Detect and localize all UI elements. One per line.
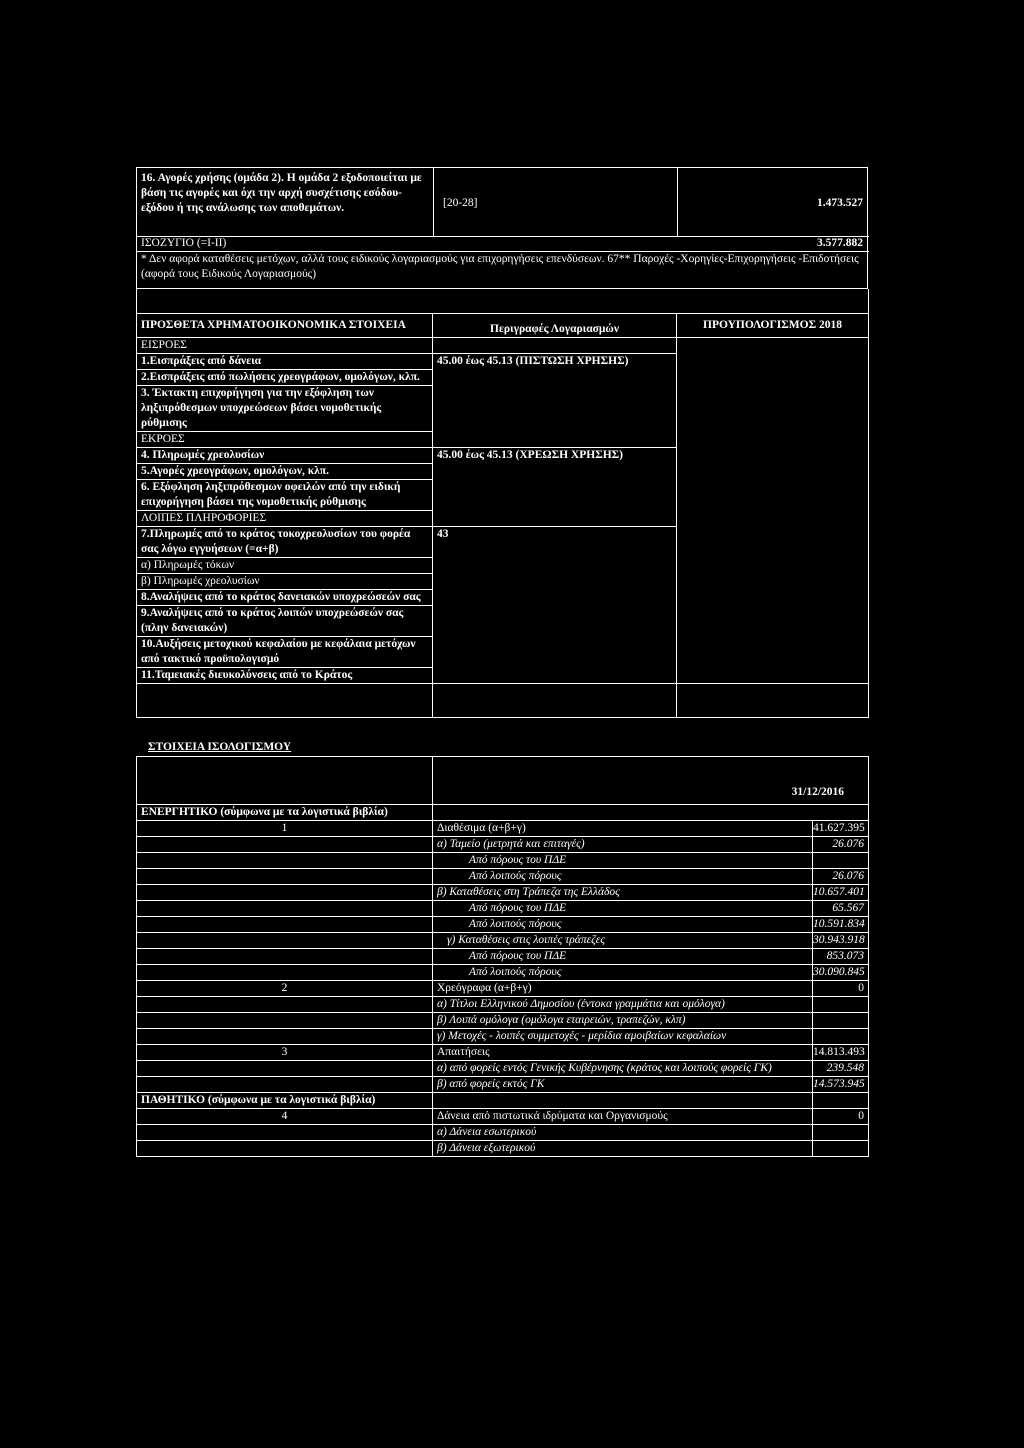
balance-row-number	[137, 1140, 433, 1156]
balance-row-value: 0	[813, 980, 869, 996]
row16-label: 16. Αγορές χρήσης (ομάδα 2). Η ομάδα 2 εξοδοποιείται με βάση τις αγορές και όχι την αρχή συσχέτισης εσόδου-εξόδου ή της ανάλωσης των αποθεμάτων.	[141, 172, 422, 214]
balance-row	[137, 1060, 869, 1076]
balance-row-description: α) Δάνεια εσωτερικού	[433, 1124, 813, 1140]
balance-date-header: 31/12/2016	[433, 756, 869, 804]
balance-row	[137, 820, 869, 836]
financing-row-budget	[677, 337, 869, 353]
financing-row-code	[433, 557, 677, 573]
financing-row-code	[433, 605, 677, 636]
balance-row-number	[137, 916, 433, 932]
financing-row-code	[433, 463, 677, 479]
balance-row-description: Χρεόγραφα (α+β+γ)	[433, 980, 813, 996]
balance-row-description: β) Δάνεια εξωτερικού	[433, 1140, 813, 1156]
financing-row	[137, 589, 869, 605]
balance-row	[137, 852, 869, 868]
balance-row-value: 14.813.493	[813, 1044, 869, 1060]
financing-row-code	[433, 667, 677, 683]
balance-label: ΙΣΟΖΥΓΙΟ (=I-II)	[141, 237, 227, 249]
financing-row-budget	[677, 510, 869, 526]
balance-row-description: α) Ταμείο (μετρητά και επιταγές)	[433, 836, 813, 852]
financing-row-budget	[677, 526, 869, 557]
balance-row-description: Διαθέσιμα (α+β+γ)	[433, 820, 813, 836]
financing-row-budget	[677, 447, 869, 463]
financing-row	[137, 479, 869, 510]
financing-row-label: ΛΟΙΠΕΣ ΠΛΗΡΟΦΟΡΙΕΣ	[137, 510, 433, 526]
financing-row-code: 43	[433, 526, 677, 557]
balance-row-value: 30.090.845	[813, 964, 869, 980]
balance-row	[137, 1124, 869, 1140]
financing-row-label: 7.Πληρωμές από το κράτος τοκοχρεολυσίων του φορέα σας λόγω εγγυήσεων (=α+β)	[137, 526, 433, 557]
balance-row-value: 26.076	[813, 868, 869, 884]
financing-row	[137, 447, 869, 463]
financing-row-label: 4. Πληρωμές χρεολυσίων	[137, 447, 433, 463]
balance-row	[137, 948, 869, 964]
balance-row-value: 10.591.834	[813, 916, 869, 932]
balance-row-number	[137, 1060, 433, 1076]
document-page	[136, 167, 868, 1157]
financing-row-budget	[677, 431, 869, 447]
financing-row-budget	[677, 557, 869, 573]
row16-value: 1.473.527	[817, 197, 863, 209]
balance-row-value	[813, 1140, 869, 1156]
balance-row	[137, 1108, 869, 1124]
balance-row-value: 14.573.945	[813, 1076, 869, 1092]
financing-row-label: 1.Εισπράξεις από δάνεια	[137, 353, 433, 369]
financing-row	[137, 605, 869, 636]
balance-row-description: Απαιτήσεις	[433, 1044, 813, 1060]
balance-row-value: 26.076	[813, 836, 869, 852]
balance-row-number	[137, 1012, 433, 1028]
balance-row-description: Από λοιπούς πόρους	[433, 868, 813, 884]
row16-code: [20-28]	[443, 197, 478, 209]
balance-row-number: 4	[137, 1108, 433, 1124]
balance-row-number	[137, 1124, 433, 1140]
financing-row-code	[433, 573, 677, 589]
balance-row-description: β) Καταθέσεις στη Τράπεζα της Ελλάδος	[433, 884, 813, 900]
financing-row-label: 11.Ταμειακές διευκολύνσεις από το Κράτος	[137, 667, 433, 683]
financing-row-budget	[677, 636, 869, 667]
financing-row-label: β) Πληρωμές χρεολυσίων	[137, 573, 433, 589]
balance-row-description: Δάνεια από πιστωτικά ιδρύματα και Οργανισμούς	[433, 1108, 813, 1124]
balance-title: ΣΤΟΙΧΕΙΑ ΙΣΟΛΟΓΙΣΜΟΥ	[148, 740, 292, 753]
assets-heading-row	[137, 804, 869, 820]
balance-row-value	[813, 996, 869, 1012]
balance-row	[137, 1076, 869, 1092]
balance-row-number: 3	[137, 1044, 433, 1060]
balance-row-description: Από λοιπούς πόρους	[433, 916, 813, 932]
balance-row	[137, 1028, 869, 1044]
financing-row-code	[433, 369, 677, 385]
financing-row	[137, 463, 869, 479]
balance-row	[137, 900, 869, 916]
balance-row-number	[137, 932, 433, 948]
balance-row-value: 10.657.401	[813, 884, 869, 900]
balance-row-description: Από πόρους του ΠΔΕ	[433, 852, 813, 868]
balance-row	[137, 932, 869, 948]
balance-row	[137, 1012, 869, 1028]
balance-row-description: γ) Μετοχές - λοιπές συμμετοχές - μερίδια αμοιβαίων κεφαλαίων	[433, 1028, 813, 1044]
balance-row	[137, 980, 869, 996]
financing-row	[137, 667, 869, 683]
financing-row-label: 9.Αναλήψεις από το κράτος λοιπών υποχρεώσεών σας (πλην δανειακών)	[137, 605, 433, 636]
balance-row-number: 2	[137, 980, 433, 996]
financing-row	[137, 636, 869, 667]
balance-row-number	[137, 900, 433, 916]
balance-row-description: Από λοιπούς πόρους	[433, 964, 813, 980]
balance-row	[137, 1140, 869, 1156]
financing-row-budget	[677, 369, 869, 385]
balance-row	[137, 964, 869, 980]
balance-row-description: Από πόρους του ΠΔΕ	[433, 948, 813, 964]
financing-row-budget	[677, 353, 869, 369]
balance-row	[137, 916, 869, 932]
footnote: * Δεν αφορά καταθέσεις μετόχων, αλλά τους ειδικούς λογαριασμούς για επιχορηγήσεις επενδύσεων. 67** Παροχές -Χορηγίες-Επιχορηγήσεις -Επιδοτήσεις (αφορά τους Ειδικούς Λογαριασμούς)	[141, 253, 859, 280]
balance-row-value: 853.073	[813, 948, 869, 964]
financing-row	[137, 369, 869, 385]
financing-row-label: ΕΙΣΡΟΕΣ	[137, 337, 433, 353]
financing-row-budget	[677, 605, 869, 636]
financing-row-code	[433, 431, 677, 447]
financing-table	[136, 289, 869, 718]
balance-row-number	[137, 852, 433, 868]
balance-row-number: 1	[137, 820, 433, 836]
financing-row	[137, 526, 869, 557]
financing-row-label: 5.Αγορές χρεογράφων, ομολόγων, κλπ.	[137, 463, 433, 479]
financing-row-budget	[677, 385, 869, 431]
balance-row-value	[813, 1012, 869, 1028]
financing-row-code: 45.00 έως 45.13 (ΠΙΣΤΩΣΗ ΧΡΗΣΗΣ)	[433, 353, 677, 369]
financing-row-code: 45.00 έως 45.13 (ΧΡΕΩΣΗ ΧΡΗΣΗΣ)	[433, 447, 677, 463]
balance-row-number	[137, 964, 433, 980]
balance-row	[137, 996, 869, 1012]
financing-row	[137, 337, 869, 353]
balance-row-value	[813, 852, 869, 868]
balance-row-description: β) Λοιπά ομόλογα (ομόλογα εταιρειών, τραπεζών, κλπ)	[433, 1012, 813, 1028]
balance-table	[136, 756, 869, 1157]
financing-row-label: α) Πληρωμές τόκων	[137, 557, 433, 573]
operating-balance-box	[136, 167, 868, 289]
balance-row-description: Από πόρους του ΠΔΕ	[433, 900, 813, 916]
financing-row-code	[433, 510, 677, 526]
balance-row-number	[137, 996, 433, 1012]
financing-header-accounts: Περιγραφές Λογαριασμών	[433, 313, 677, 337]
liabilities-heading-row	[137, 1092, 869, 1108]
financing-row-code	[433, 589, 677, 605]
financing-row	[137, 557, 869, 573]
balance-row-number	[137, 1028, 433, 1044]
financing-row-label: 6. Εξόφληση ληξιπρόθεσμων οφειλών από την ειδική επιχορήγηση βάσει της νομοθετικής ρύθμισης	[137, 479, 433, 510]
financing-row	[137, 353, 869, 369]
balance-row-value: 30.943.918	[813, 932, 869, 948]
financing-row-label: 3. Έκτακτη επιχορήγηση για την εξόφληση των ληξιπρόθεσμων υποχρεώσεων βάσει νομοθετικής ρύθμισης	[137, 385, 433, 431]
balance-row-value	[813, 1028, 869, 1044]
balance-row-value: 65.567	[813, 900, 869, 916]
financing-row	[137, 385, 869, 431]
balance-row-description: β) από φορείς εκτός ΓΚ	[433, 1076, 813, 1092]
balance-row-value: 41.627.395	[813, 820, 869, 836]
balance-row	[137, 868, 869, 884]
financing-row-budget	[677, 589, 869, 605]
financing-row-code	[433, 636, 677, 667]
balance-row	[137, 836, 869, 852]
balance-value: 3.577.882	[817, 237, 863, 249]
financing-header-items: ΠΡΟΣΘΕΤΑ ΧΡΗΜΑΤΟΟΙΚΟΝΟΜΙΚΑ ΣΤΟΙΧΕΙΑ	[137, 313, 433, 337]
financing-row	[137, 431, 869, 447]
financing-row	[137, 510, 869, 526]
balance-row	[137, 1044, 869, 1060]
balance-row	[137, 884, 869, 900]
financing-row-budget	[677, 479, 869, 510]
financing-row-label: 10.Αυξήσεις μετοχικού κεφαλαίου με κεφάλαια μετόχων από τακτικό προϋπολογισμό	[137, 636, 433, 667]
financing-header-budget: ΠΡΟΥΠΟΛΟΓΙΣΜΟΣ 2018	[677, 313, 869, 337]
financing-row-code	[433, 479, 677, 510]
liabilities-label: ΠΑΘΗΤΙΚΟ (σύμφωνα με τα λογιστικά βιβλία)	[137, 1092, 433, 1108]
balance-row-number	[137, 1076, 433, 1092]
financing-row-label: 2.Εισπράξεις από πωλήσεις χρεογράφων, ομολόγων, κλπ.	[137, 369, 433, 385]
balance-row-description: α) Τίτλοι Ελληνικού Δημοσίου (έντοκα γραμμάτια και ομόλογα)	[433, 996, 813, 1012]
financing-row-code	[433, 337, 677, 353]
financing-row-label: ΕΚΡΟΕΣ	[137, 431, 433, 447]
financing-row-label: 8.Αναλήψεις από το κράτος δανειακών υποχρεώσεών σας	[137, 589, 433, 605]
assets-label: ΕΝΕΡΓΗΤΙΚΟ (σύμφωνα με τα λογιστικά βιβλία)	[137, 804, 433, 820]
balance-row-description: γ) Καταθέσεις στις λοιπές τράπεζες	[433, 932, 813, 948]
balance-row-description: α) από φορείς εντός Γενικής Κυβέρνησης (κράτος και λοιπούς φορείς ΓΚ)	[433, 1060, 813, 1076]
financing-row-budget	[677, 573, 869, 589]
financing-row-budget	[677, 667, 869, 683]
balance-row-number	[137, 884, 433, 900]
financing-row-code	[433, 385, 677, 431]
balance-row-number	[137, 868, 433, 884]
balance-row-value	[813, 1124, 869, 1140]
financing-row	[137, 573, 869, 589]
financing-row-budget	[677, 463, 869, 479]
balance-row-number	[137, 948, 433, 964]
balance-row-number	[137, 836, 433, 852]
balance-row-value: 0	[813, 1108, 869, 1124]
balance-row-value: 239.548	[813, 1060, 869, 1076]
